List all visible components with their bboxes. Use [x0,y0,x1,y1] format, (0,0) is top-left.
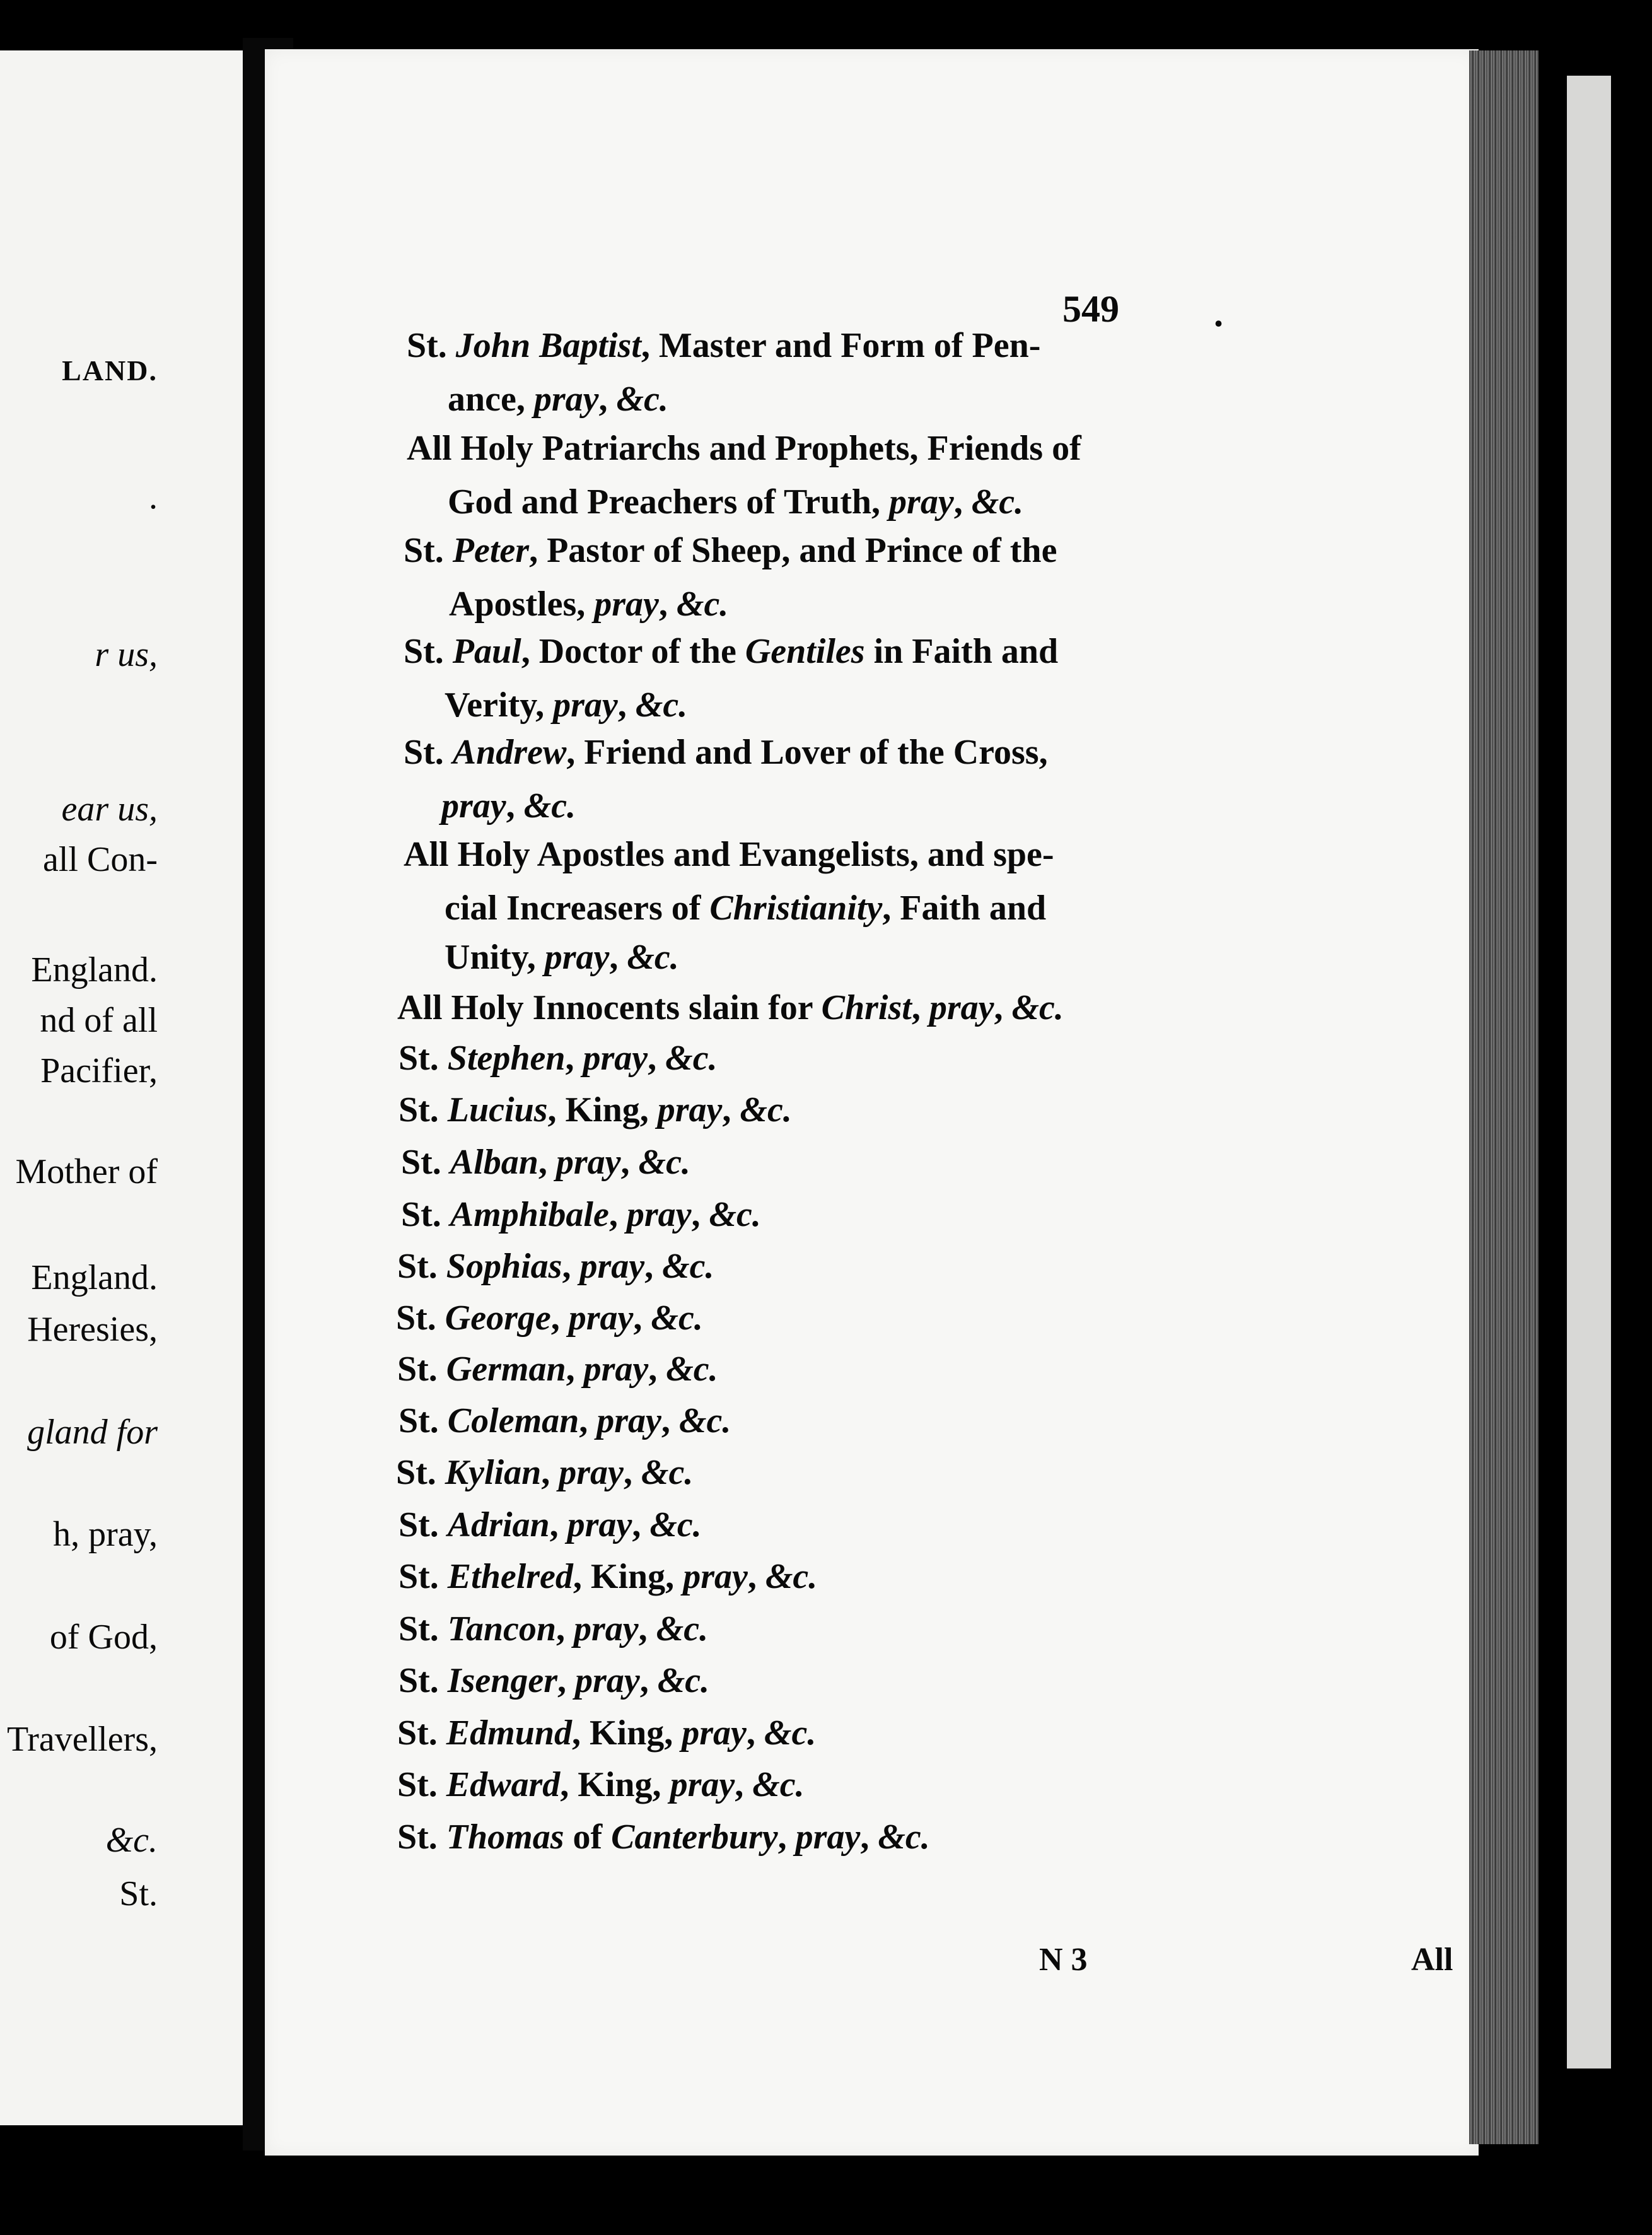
litany-line-segment: , [609,938,627,977]
litany-line-segment: St. [397,1247,446,1286]
litany-line-segment: , Pastor of Sheep, and Prince of the [529,531,1057,570]
left-page-line: England. [31,1258,158,1297]
litany-line-segment: &c. [657,1661,710,1700]
litany-line-segment: , [911,988,929,1027]
litany-line [407,328,1040,363]
litany-line-segment: , [633,1298,651,1338]
litany-line-segment: St. [398,1661,448,1700]
litany-line-segment: God and Preachers of Truth, [448,482,890,522]
litany-line-segment: , [557,1661,576,1700]
litany-line-segment: , [562,1247,580,1286]
litany-line-segment: Adrian [447,1505,550,1544]
litany-line-segment: All Holy Patriarchs and Prophets, Friends of [407,429,1081,468]
litany-line [396,1300,703,1336]
litany-line-segment: &c. [765,1557,818,1596]
litany-line-segment: , [549,1505,567,1544]
litany-line-segment: , [644,1247,663,1286]
litany-line-segment: Ethelred [447,1557,573,1596]
litany-line-segment: pray [670,1765,735,1804]
litany-line-segment: , [538,1143,556,1182]
litany-line-segment: , [566,1350,584,1389]
litany-line-segment: , [556,1609,574,1649]
left-page-line: nd of all [40,1001,158,1040]
litany-line [398,1507,702,1543]
litany-line-segment: St. [398,1557,448,1596]
litany-line-segment: pray [553,686,618,725]
litany-line-segment: pray [575,1661,640,1700]
left-page-line: LAND. [62,354,158,387]
litany-line-segment: St. [398,1401,448,1440]
litany-line-segment: &c. [635,686,688,725]
litany-line-segment: pray [559,1453,624,1492]
litany-line-segment: &c. [641,1453,694,1492]
litany-line-segment: All Holy Innocents slain for [397,988,822,1027]
litany-line [398,1092,792,1128]
litany-line-segment: Christ [821,988,912,1027]
litany-line-segment: pray [567,1505,632,1544]
previous-page-fragment [0,50,243,2125]
litany-line-segment: , [620,1143,639,1182]
litany-line-segment: Edward [446,1765,561,1804]
litany-line-segment: St. [398,1609,448,1649]
litany-line-segment: Apostles, [449,585,595,624]
litany-line-segment: , [722,1090,740,1129]
litany-line-segment: Andrew [452,733,567,772]
left-page-line: Mother of [15,1152,158,1191]
litany-line [404,533,1057,568]
litany-line-segment: pray [568,1298,634,1338]
left-page-line: &c. [105,1821,158,1860]
litany-line-segment: pray [533,380,599,419]
litany-line-segment: pray [626,1195,692,1234]
litany-line-segment: , [506,786,524,826]
book-page [265,49,1479,2156]
litany-line-segment: in Faith and [864,632,1059,671]
page-number-dot: . [1214,293,1223,334]
litany-line-segment: , [639,1661,658,1700]
litany-text [265,49,1479,2156]
litany-line-segment: St. [398,1090,448,1129]
litany-line-segment: , [777,1818,796,1857]
left-page-line: Travellers, [6,1720,158,1759]
litany-line-segment: Coleman [447,1401,579,1440]
litany-line-segment: pray [583,1039,648,1078]
litany-line-segment: , [648,1350,666,1389]
litany-line-segment: pray [574,1609,639,1649]
page-edges [1469,50,1539,2144]
litany-line-segment: Christianity [709,889,883,928]
litany-line [401,1197,761,1232]
litany-line-segment: &c. [971,482,1024,522]
litany-line-segment: , [550,1298,569,1338]
litany-line-segment: of [564,1818,612,1857]
litany-line-segment: , King, [547,1090,658,1129]
litany-line-segment: pray [441,786,506,826]
left-page-line: gland for [27,1413,158,1452]
litany-line-segment: ance, [448,380,534,419]
litany-line-segment: , [598,380,617,419]
litany-line-segment: Stephen [447,1039,566,1078]
litany-line [441,788,576,824]
litany-line [404,634,1058,669]
litany-line [448,382,668,417]
catchword: All [1411,1942,1453,1978]
litany-line-segment: &c. [651,1298,703,1338]
litany-line-segment: Edmund [446,1713,572,1753]
litany-line-segment: St. [401,1195,450,1234]
litany-line-segment: , Friend and Lover of the Cross, [566,733,1048,772]
litany-line-segment: St. [397,1350,446,1389]
litany-line-segment: St. [397,1818,446,1857]
left-page-line: all Con- [43,840,158,879]
litany-line-segment: pray [889,482,954,522]
litany-line [398,1403,731,1438]
litany-line [445,940,679,975]
litany-line-segment: Alban [450,1143,538,1182]
litany-line-segment: Gentiles [745,632,865,671]
litany-line-segment: , [953,482,972,522]
litany-line-segment: , King, [560,1765,670,1804]
litany-line-segment: Canterbury [611,1818,778,1857]
litany-line-segment: , [658,585,677,624]
litany-line-segment: , Doctor of the [521,632,745,671]
litany-line-segment: &c. [665,1039,718,1078]
litany-line-segment: &c. [676,585,729,624]
book-cover-edge [1567,76,1611,2069]
litany-line-segment: pray [657,1090,723,1129]
litany-line [397,1249,714,1284]
litany-line-segment: pray [795,1818,861,1857]
litany-line-segment: , [638,1609,656,1649]
litany-line-segment: Sophias [446,1247,562,1286]
left-page-line: ear us, [61,790,158,829]
litany-line-segment: , [994,988,1012,1027]
litany-line-segment: Unity, [445,938,545,977]
litany-line-segment: &c. [649,1505,702,1544]
litany-line-segment: St. [398,1505,448,1544]
left-page-line: Heresies, [27,1310,158,1349]
left-page-line: r us, [95,635,158,674]
litany-line-segment: Amphibale [450,1195,609,1234]
litany-line-segment: , [565,1039,583,1078]
litany-line [398,1611,708,1647]
litany-line [397,1819,930,1855]
litany-line-segment: , [735,1765,753,1804]
litany-line-segment: Kylian [445,1453,542,1492]
left-page-line: Pacifier, [40,1051,158,1090]
litany-line-segment: , [608,1195,627,1234]
litany-line-segment: pray [583,1350,649,1389]
litany-line-segment: John Baptist [455,326,641,365]
litany-line-segment: St. [404,531,453,570]
litany-line-segment: , [747,1557,765,1596]
litany-line-segment: &c. [740,1090,792,1129]
litany-line-segment: Lucius [447,1090,548,1129]
litany-line-segment: , [617,686,636,725]
litany-line-segment: &c. [627,938,679,977]
litany-line [449,586,728,622]
litany-line-segment: St. [401,1143,450,1182]
litany-line-segment: pray [683,1557,748,1596]
litany-line [398,1663,709,1698]
litany-line-segment: Thomas [446,1818,564,1857]
left-page-line: h, pray, [53,1515,158,1554]
litany-line-segment: pray [579,1247,645,1286]
litany-line-segment: pray [596,1401,661,1440]
litany-line-segment: , Master and Form of Pen- [641,326,1041,365]
litany-line [407,431,1081,466]
litany-line [398,1559,817,1594]
litany-line-segment: , [623,1453,641,1492]
left-page-line: England. [31,950,158,989]
litany-line [445,687,687,723]
litany-line-segment: , [632,1505,650,1544]
litany-line-segment: All Holy Apostles and Evangelists, and spe- [404,835,1054,874]
litany-line [448,484,1023,520]
litany-line [397,1351,718,1387]
litany-line-segment: pray [556,1143,621,1182]
litany-line-segment: Tancon [447,1609,557,1649]
litany-line-segment: , [746,1713,764,1753]
litany-line [397,1715,816,1751]
litany-line-segment: pray [544,938,610,977]
left-page-line: of God, [49,1618,158,1657]
litany-line-segment: &c. [709,1195,761,1234]
litany-line-segment: &c. [523,786,576,826]
litany-line-segment: , [648,1039,666,1078]
litany-line-segment: Verity, [445,686,554,725]
litany-line-segment: German [446,1350,566,1389]
litany-line-segment: St. [398,1039,448,1078]
litany-line-segment: &c. [656,1609,709,1649]
litany-line-segment: St. [404,733,453,772]
litany-line-segment: St. [396,1298,445,1338]
litany-line-segment: Paul [452,632,521,671]
litany-line-segment: &c. [666,1350,718,1389]
page-number: 549 [1062,288,1119,330]
litany-line-segment: pray [682,1713,747,1753]
printer-signature-mark: N 3 [1039,1942,1088,1978]
litany-line [404,735,1048,770]
litany-line-segment: , [661,1401,679,1440]
litany-line-segment: St. [404,632,453,671]
litany-line [397,990,1064,1025]
litany-line-segment: &c. [662,1247,714,1286]
litany-line-segment: pray [929,988,994,1027]
litany-line-segment: St. [396,1453,445,1492]
litany-line-segment: &c. [764,1713,817,1753]
litany-line [398,1041,718,1076]
litany-line-segment: St. [397,1713,446,1753]
litany-line [397,1767,805,1802]
litany-line-segment: , [860,1818,878,1857]
litany-line-segment: St. [407,326,456,365]
litany-line-segment: Peter [452,531,530,570]
litany-line-segment: &c. [638,1143,690,1182]
litany-line-segment: cial Increasers of [445,889,710,928]
litany-line-segment: , [691,1195,709,1234]
litany-line [404,837,1054,872]
litany-line-segment: pray [594,585,659,624]
litany-line-segment: , King, [573,1557,683,1596]
litany-line-segment: George [445,1298,551,1338]
litany-line-segment: , Faith and [882,889,1047,928]
litany-line-segment: &c. [878,1818,930,1857]
litany-line-segment: Isenger [447,1661,558,1700]
litany-line-segment: &c. [616,380,668,419]
litany-line-segment: , [579,1401,597,1440]
litany-line-segment: &c. [678,1401,731,1440]
left-page-line: . [149,477,158,516]
litany-line [401,1145,690,1180]
litany-line [396,1455,693,1490]
litany-line-segment: St. [397,1765,446,1804]
litany-line [445,890,1046,926]
litany-line-segment: &c. [1011,988,1064,1027]
left-page-line: St. [119,1874,158,1913]
litany-line-segment: , King, [572,1713,682,1753]
litany-line-segment: &c. [752,1765,805,1804]
litany-line-segment: , [541,1453,559,1492]
